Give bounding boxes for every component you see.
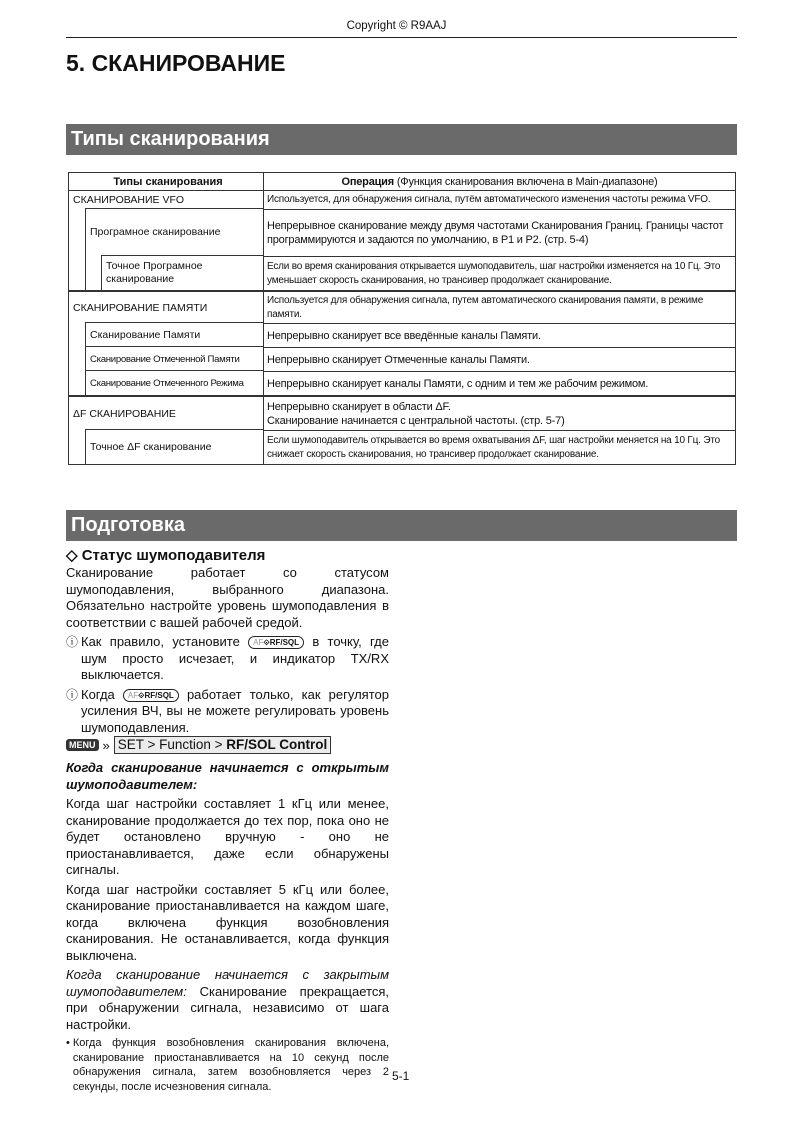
preparation-body	[66, 565, 389, 739]
intro-text: Сканирование работает со статусом шумоподавления, выбранного диапазона. Обязательно настройте уровень шумоподавления в соответствии с вашей рабочей средой.	[66, 565, 389, 630]
closed-squelch-heading: Когда сканирование начинается с закрытым шумоподавителем:	[66, 967, 389, 999]
scan-op: Непрерывно сканирует все введённые каналы Памяти.	[263, 323, 735, 347]
menu-path	[66, 736, 331, 754]
closed-paragraph	[66, 967, 389, 1033]
table-row	[69, 395, 735, 430]
note-1	[66, 634, 389, 684]
scan-type: Сканирование Отмеченного Режима	[85, 370, 263, 395]
note-2	[66, 687, 389, 737]
note2-text-a: Когда	[81, 686, 115, 702]
closed-text: Сканирование прекращается, при обнаружении сигнала, независимо от шага настройки.	[66, 983, 389, 1032]
table-row	[69, 347, 735, 371]
header-operation	[263, 173, 735, 190]
section-title-preparation: Подготовка	[66, 510, 737, 541]
scan-type: Точное ΔF сканирование	[85, 429, 263, 464]
scan-op	[263, 397, 735, 430]
page-number: 5-1	[392, 1069, 410, 1083]
table-row	[69, 256, 735, 290]
table-header	[69, 173, 735, 190]
header-op-bold: Операция	[341, 175, 394, 188]
section-title-scan-types: Типы сканирования	[66, 124, 737, 155]
table-row	[69, 190, 735, 209]
scan-behavior-body	[66, 760, 389, 1094]
header-divider	[66, 37, 737, 38]
info-icon: ⓘ	[66, 687, 79, 702]
open-paragraph-1: Когда шаг настройки составляет 1 кГц или менее, сканирование продолжается до тех пор, пока оно не будет остановлено вручную - оно не приостанавливается, даже если обнаружены сигналы.	[66, 796, 389, 877]
menu-key-icon: MENU	[66, 739, 99, 751]
open-squelch-heading: Когда сканирование начинается с открытым шумоподавителем:	[66, 760, 389, 792]
header-op-rest: (Функция сканирования включена в Main-диапазоне)	[393, 175, 658, 188]
table-row	[69, 209, 735, 256]
table-row	[69, 323, 735, 347]
scan-type: Точное Програмное сканирование	[101, 255, 263, 290]
scan-op: Непрерывное сканирование между двумя частотами Сканирования Границ. Границы частот программируются и задаются по умолчанию, в P1 и P2. (стр. 5-4)	[263, 209, 735, 256]
note1-text-a: Как правило, установите	[81, 634, 240, 649]
bullet-text: Когда функция возобновления сканирования включена, сканирование приостанавливается на 10 секунд после обнаружения сигнала, затем возобновляется через 2 секунды, после исчезновения сигнала.	[72, 1037, 389, 1093]
page-title: 5. СКАНИРОВАНИЕ	[66, 50, 286, 76]
open-paragraph-2: Когда шаг настройки составляет 5 кГц или более, сканирование приостанавливается на каждом шаге, когда включена функция возобновления сканирования. Не останавливается, когда функция выключена.	[66, 881, 389, 963]
scan-type: Сканирование Отмеченной Памяти	[85, 346, 263, 371]
scan-op: Непрерывно сканирует Отмеченные каналы Памяти.	[263, 347, 735, 371]
bullet-note	[66, 1036, 389, 1094]
rf-sql-knob-icon: AF⟐RF/SQL	[248, 636, 304, 649]
subtitle-squelch-status: ◇ Статус шумоподавителя	[66, 547, 266, 564]
table-row	[69, 371, 735, 395]
scan-type: СКАНИРОВАНИЕ ПАМЯТИ	[73, 301, 208, 314]
scan-op: Используется для обнаружения сигнала, путем автоматического сканирования памяти, в режиме памяти.	[263, 292, 735, 323]
table-row	[69, 290, 735, 323]
header-types: Типы сканирования	[113, 175, 223, 188]
table-row	[69, 430, 735, 464]
scan-op: Если во время сканирования открывается шумоподавитель, шаг настройки изменяется на 10 Гц. Это уменьшает скорость сканирования, но трансивер продолжает сканирование.	[263, 256, 735, 290]
scan-type: Програмное сканирование	[85, 208, 263, 256]
scan-types-table	[68, 172, 736, 465]
scan-op-line1: Непрерывно сканирует в области ΔF.	[267, 400, 451, 413]
scan-type: Сканирование Памяти	[85, 322, 263, 347]
menu-path-box: SET > Function > RF/SOL Control	[114, 736, 332, 754]
note2-text-b: работает только, как регулятор усиления ВЧ, вы не можете регулировать уровень шумоподавления.	[81, 686, 389, 735]
scan-type: ΔF СКАНИРОВАНИЕ	[73, 407, 176, 420]
scan-op: Непрерывно сканирует каналы Памяти, с одним и тем же рабочим режимом.	[263, 371, 735, 395]
copyright: Copyright © R9AAJ	[346, 20, 447, 32]
note1-text-b: в точку, где шум просто исчезает, и индикатор TX/RX выключается.	[81, 634, 389, 682]
scan-type: СКАНИРОВАНИЕ VFO	[73, 194, 185, 206]
scan-op: Используется, для обнаружения сигнала, путём автоматического изменения частоты режима VFO.	[263, 191, 735, 209]
info-icon: ⓘ	[66, 635, 79, 649]
scan-op: Если шумоподавитель открывается во время охватывания ΔF, шаг настройки меняется на 10 Гц. Это снижает скорость сканирования, но трансивер продолжает сканирование.	[263, 430, 735, 464]
menu-separator: »	[102, 737, 110, 753]
rf-sql-knob-icon: AF⟐RF/SQL	[123, 689, 179, 702]
scan-op-line2: Сканирование начинается с центральной частоты. (стр. 5-7)	[267, 414, 565, 427]
bullet-icon: •	[66, 1037, 70, 1049]
